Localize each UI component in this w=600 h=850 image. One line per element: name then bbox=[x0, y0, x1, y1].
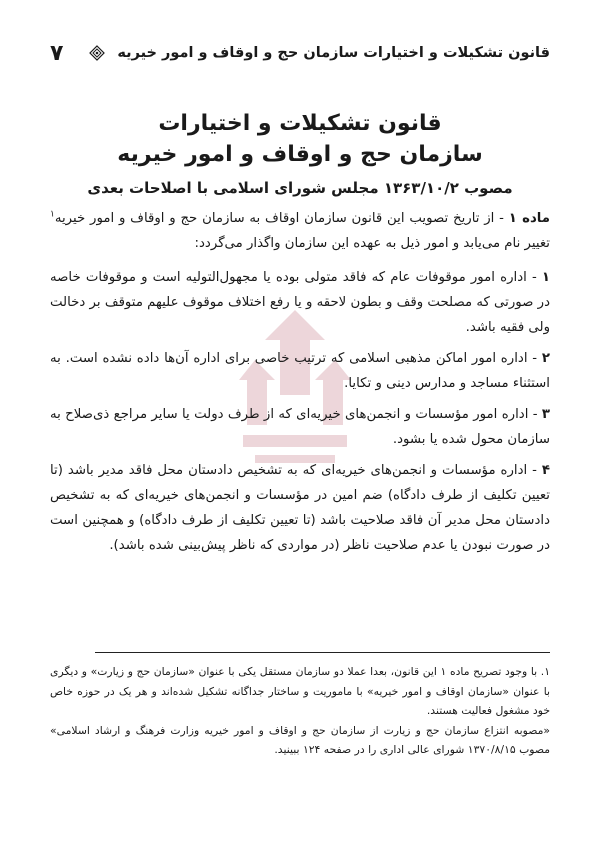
diamond-ornament-icon bbox=[89, 45, 105, 61]
item-2-text: - اداره امور اماکن مذهبی اسلامی که ترتیب خاصی برای اداره آن‌ها داده نشده است. به استثناء مساجد و مدارس دینی و تکایا. bbox=[50, 351, 550, 391]
title-line-2: سازمان حج و اوقاف و امور خیریه bbox=[117, 142, 483, 167]
document-subtitle: مصوب ۱۳۶۳/۱۰/۲ مجلس شورای اسلامی با اصلاحات بعدی bbox=[87, 179, 513, 197]
item-2-number: ۲ bbox=[541, 351, 550, 366]
item-4-number: ۴ bbox=[541, 463, 550, 478]
item-1-number: ۱ bbox=[541, 270, 550, 285]
footnote-divider bbox=[95, 652, 550, 653]
document-body bbox=[50, 206, 550, 564]
article-1-item-2 bbox=[50, 346, 550, 396]
footnote-1: ۱. با وجود تصریح ماده ۱ این قانون، بعدا عملا دو سازمان مستقل یکی با عنوان «سازمان حج و زیارت» و دیگری با عنوان «سازمان اوقاف و امور خیریه» با ماموریت و ساختار جداگانه تشکیل شده‌اند و هر یک در حوزه خاص خود مشغول فعالیت هستند. bbox=[50, 665, 550, 717]
title-line-1: قانون تشکیلات و اختیارات bbox=[158, 111, 442, 136]
footnote-ref-1[interactable]: ۱ bbox=[50, 209, 55, 220]
item-4-text: - اداره مؤسسات و انجمن‌های خیریه‌ای که به تشخیص دادستان محل فاقد مدیر باشد (تا تعیین تکلیف از طرف دادگاه) ضم امین در مؤسسات و انجمن‌های خیریه‌ای که به تشخیص دادستان محل مدیر آن فاقد صلاحیت باشد (تا تعیین تکلیف از طرف دادگاه) و همچنین است در صورت نبودن یا عدم صلاحیت ناظر (در مواردی که ناظر پیش‌بینی شده باشد). bbox=[50, 463, 550, 553]
article-1-text-b: تغییر نام می‌یابد و امور ذیل به عهده این سازمان واگذار می‌گردد: bbox=[194, 236, 550, 251]
article-1 bbox=[50, 206, 550, 256]
document-title bbox=[50, 108, 550, 170]
running-title: قانون تشکیلات و اختیارات سازمان حج و اوقاف و امور خیریه bbox=[117, 45, 550, 61]
item-1-text: - اداره امور موقوفات عام که فاقد متولی بوده یا مجهول‌التولیه است و موقوفات خاصه در صورتی که مصلحت وقف و بطون لاحقه و یا رفع اختلاف موقوف علیهم متوقف بر دخالت ولی فقیه باشد. bbox=[50, 270, 550, 335]
footnote-1-continued: «مصوبه انتزاع سازمان حج و زیارت از سازمان حج و اوقاف و امور خیریه وزارت فرهنگ و ارشاد اسلامی» مصوب ۱۳۷۰/۸/۱۵ شورای عالی اداری را در صفحه ۱۲۴ ببینید. bbox=[50, 723, 550, 756]
running-header bbox=[50, 38, 550, 68]
item-3-text: - اداره امور مؤسسات و انجمن‌های خیریه‌ای که از طرف دولت یا سایر مراجع ذی‌صلاح به سازمان محول شده یا بشود. bbox=[50, 407, 550, 447]
footnotes bbox=[50, 662, 550, 760]
article-1-item-3 bbox=[50, 402, 550, 452]
article-1-item-1 bbox=[50, 265, 550, 340]
article-1-item-4 bbox=[50, 458, 550, 558]
article-1-text-a: - از تاریخ تصویب این قانون سازمان اوقاف به سازمان حج و اوقاف و امور خیریه bbox=[54, 211, 509, 226]
article-1-lead: ماده ۱ bbox=[508, 211, 550, 226]
item-3-number: ۳ bbox=[541, 407, 550, 422]
page-number: ۷ bbox=[50, 40, 64, 66]
